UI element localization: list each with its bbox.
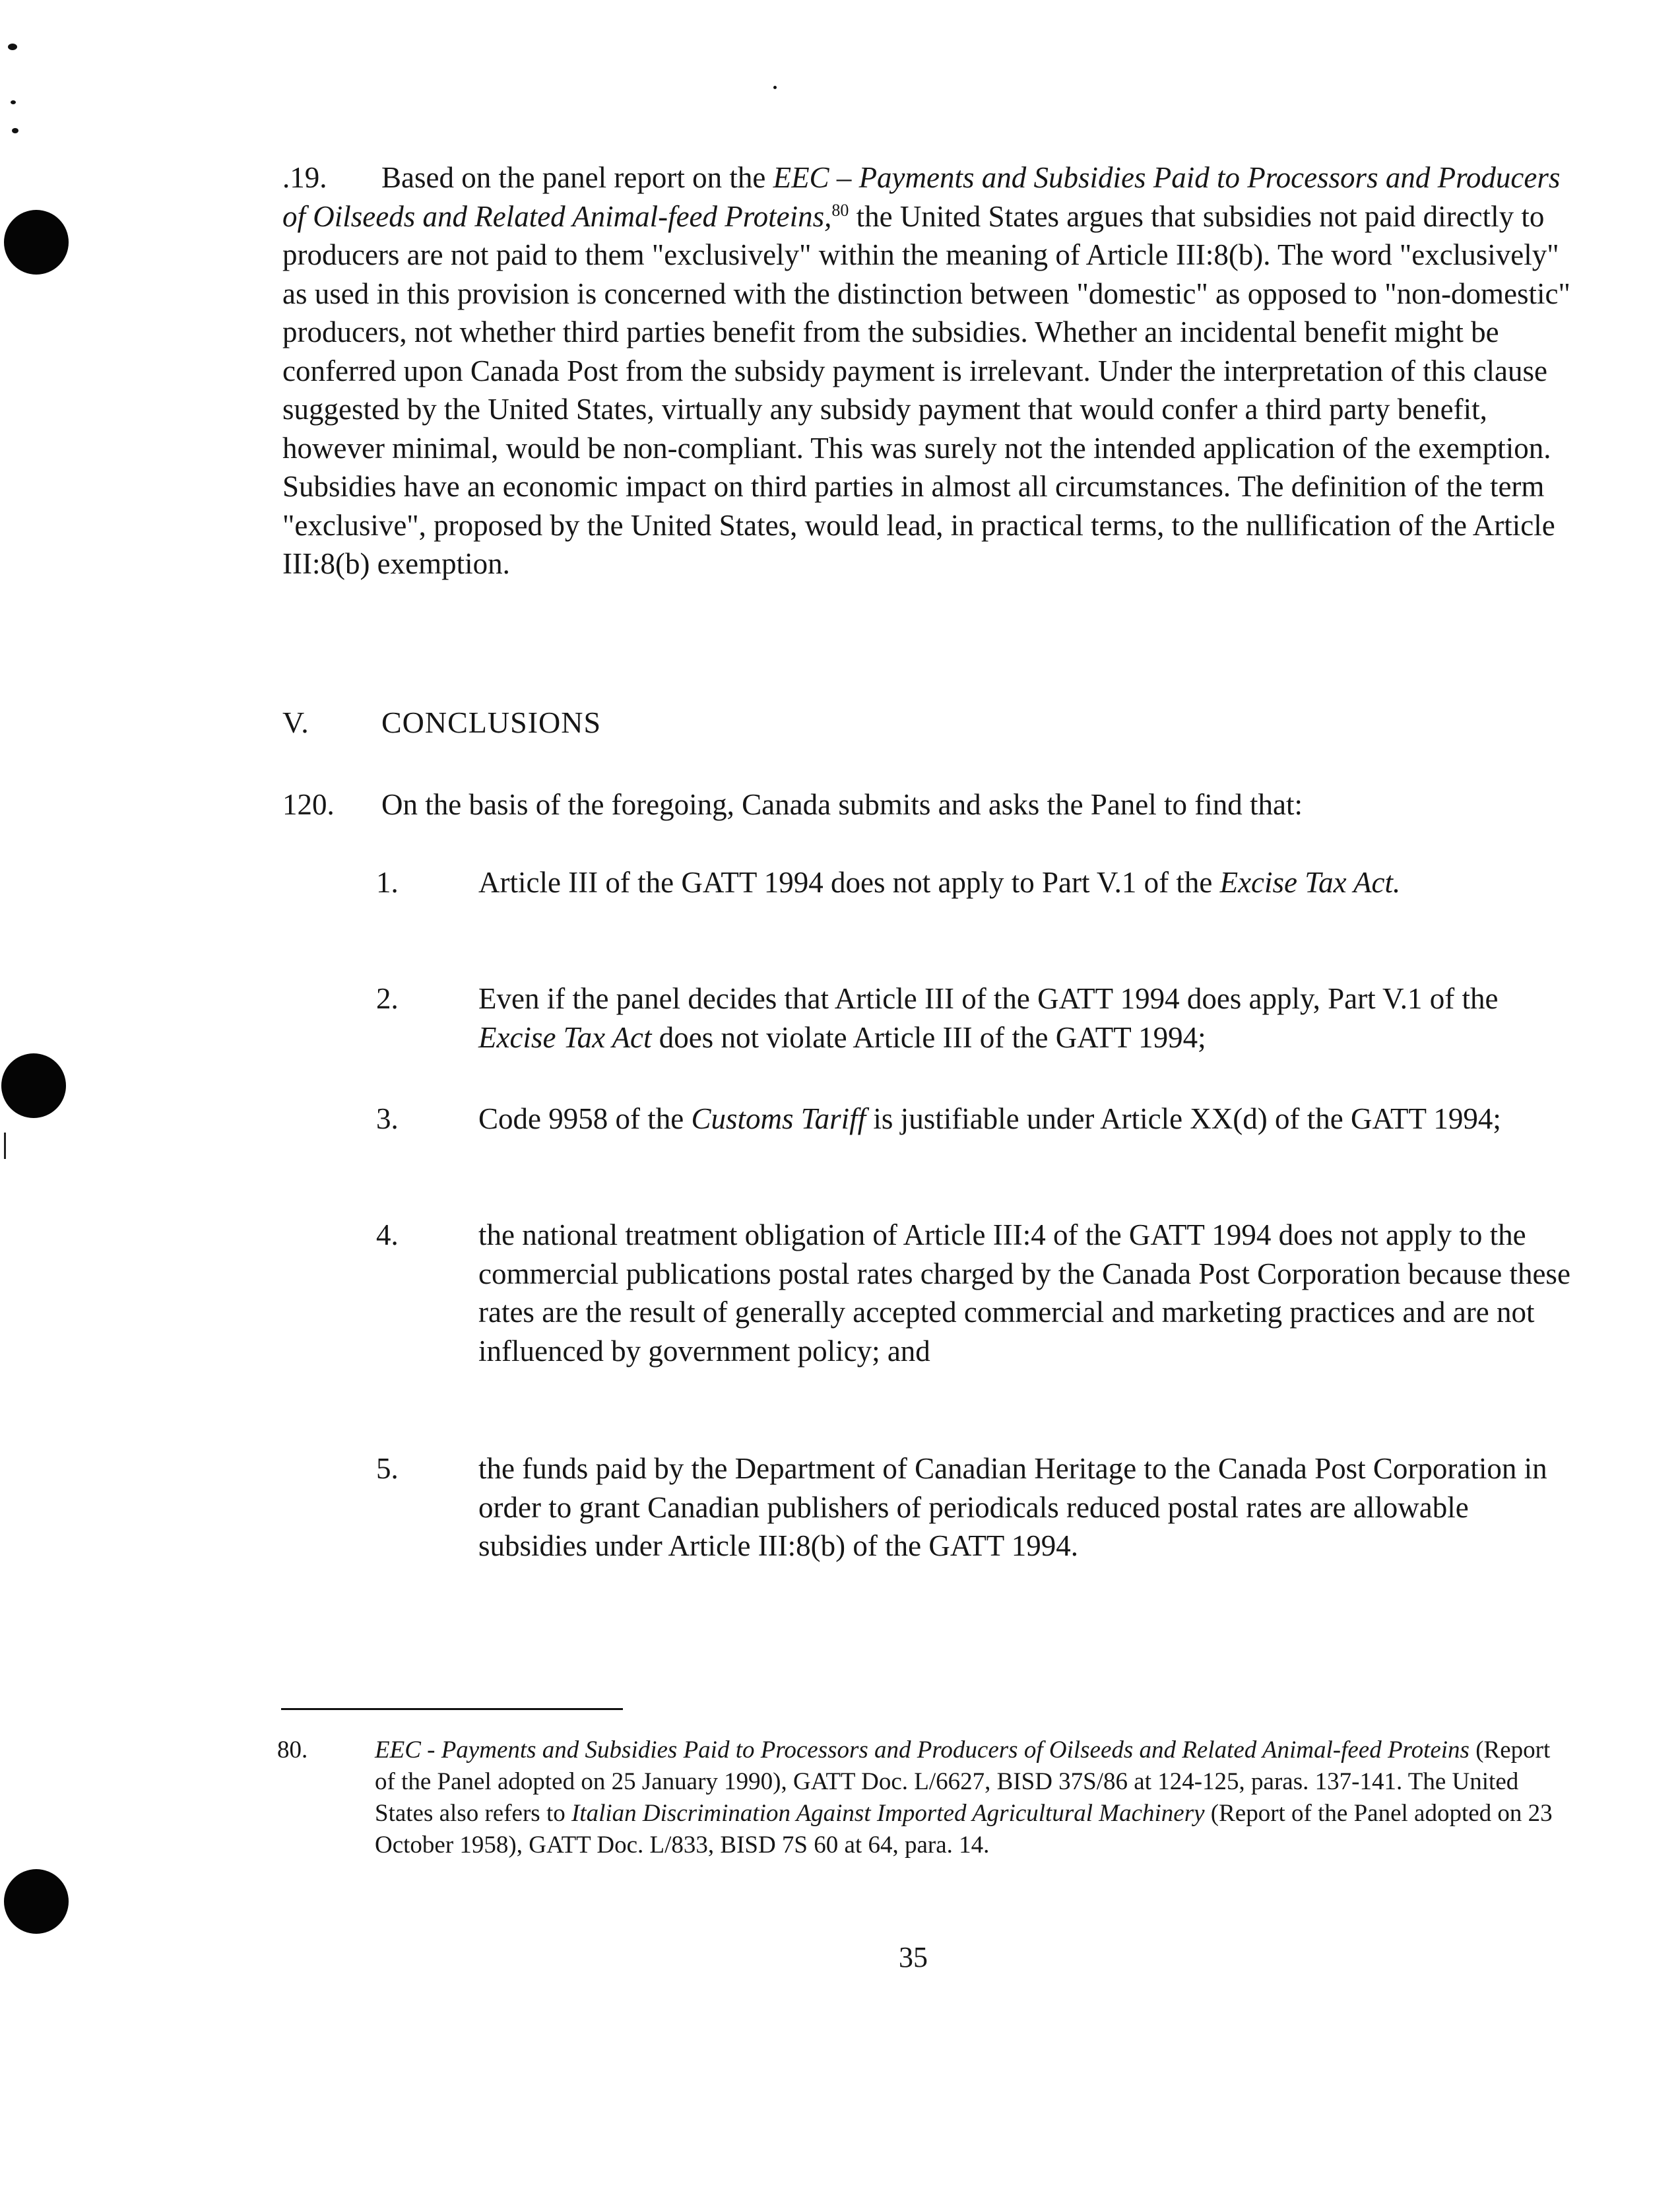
page-number: 35 [899, 1941, 928, 1973]
punch-hole-middle [1, 1053, 66, 1118]
list-item-text [478, 979, 1574, 1057]
footnote-divider [281, 1708, 623, 1710]
item-text: the national treatment obligation of Article III:4 of the GATT 1994 does not apply to the commercial publications postal rates charged by the Canada Post Corporation because these rates are the result of generally accepted commercial and marketing practices and are not influenced by government policy; and [478, 1218, 1570, 1368]
scan-speck [8, 44, 17, 50]
section-heading [282, 704, 601, 742]
footnote-citation-2: (Report of the Panel adopted on 23 October 1958), GATT Doc. L/833, BISD 7S 60 at 64, para. 14. [375, 1800, 1553, 1859]
footnote-citation: (Report of the Panel adopted on 25 January 1990), GATT Doc. L/6627, BISD 37S/86 at 124-125, paras. 137-141. The United States also refers to [375, 1736, 1551, 1827]
list-item-text [478, 1449, 1574, 1566]
footnote-number: 80. [277, 1736, 308, 1764]
item-text-end: is justifiable under Article XX(d) of the GATT 1994; [866, 1102, 1501, 1135]
paragraph-text: On the basis of the foregoing, Canada submits and asks the Panel to find that: [381, 788, 1303, 821]
item-italic: Excise Tax Act [478, 1020, 652, 1054]
section-number: V. [282, 706, 309, 739]
item-text: Even if the panel decides that Article III of the GATT 1994 does apply, Part V.1 of the [478, 982, 1499, 1015]
list-item-number: 2. [376, 982, 399, 1015]
item-text: Code 9958 of the [478, 1102, 692, 1135]
footnote-case-title-2: Italian Discrimination Against Imported Agricultural Machinery [571, 1800, 1205, 1827]
punch-hole-bottom [4, 1869, 69, 1934]
list-item-text [478, 1100, 1574, 1138]
list-item-text [478, 1216, 1574, 1370]
paragraph-text-end: the United States argues that subsidies not paid directly to producers are not paid to them "exclusively" within the meaning of Article III:8(b). The word "exclusively" as used in this provision is concerned with the distinction between "domestic" as opposed to "non-domestic" producers, not whether third parties benefit from the subsidies. Whether an incidental benefit might be conferred upon Canada Post from the subsidy payment is irrelevant. Under the interpretation of this clause suggested by the United States, virtually any subsidy payment that would confer a third party benefit, however minimal, would be non-compliant. This was surely not the intended application of the exemption. Subsidies have an economic impact on third parties in almost all circumstances. The definition of the term "exclusive", proposed by the United States, would lead, in practical terms, to the nullification of the Article III:8(b) exemption. [282, 199, 1570, 580]
scan-speck [773, 86, 777, 89]
list-item-number: 1. [376, 866, 399, 899]
footnote-case-title: EEC - Payments and Subsidies Paid to Processors and Producers of Oilseeds and Related Animal-feed Proteins [375, 1736, 1470, 1764]
paragraph-number: 120. [282, 788, 335, 821]
paragraph-120 [282, 785, 1576, 824]
scan-speck [12, 128, 18, 133]
item-text: Article III of the GATT 1994 does not apply to Part V.1 of the [478, 866, 1220, 899]
paragraph-number: .19. [282, 161, 327, 194]
section-title: CONCLUSIONS [381, 706, 602, 739]
paragraph-119 [282, 158, 1576, 583]
punch-hole-top [4, 210, 69, 275]
list-item-text [478, 863, 1574, 902]
paragraph-text-start: Based on the panel report on the [381, 161, 773, 194]
item-italic: Customs Tariff [691, 1102, 866, 1135]
footnote-text [375, 1734, 1570, 1861]
footnote-reference[interactable]: 80 [831, 200, 849, 220]
item-italic: Excise Tax Act. [1219, 866, 1401, 899]
scan-edge-line [4, 1133, 6, 1159]
list-item-number: 3. [376, 1102, 399, 1135]
list-item-number: 5. [376, 1452, 399, 1485]
case-title: EEC – Payments and Subsidies Paid to Processors and Producers of Oilseeds and Related Animal-feed Proteins, [282, 161, 1561, 233]
list-item-number: 4. [376, 1218, 399, 1251]
item-text-end: does not violate Article III of the GATT 1994; [651, 1020, 1206, 1054]
scan-speck [11, 100, 16, 104]
item-text: the funds paid by the Department of Canadian Heritage to the Canada Post Corporation in order to grant Canadian publishers of periodicals reduced postal rates are allowable subsidies under Article III:8(b) of the GATT 1994. [478, 1452, 1547, 1562]
